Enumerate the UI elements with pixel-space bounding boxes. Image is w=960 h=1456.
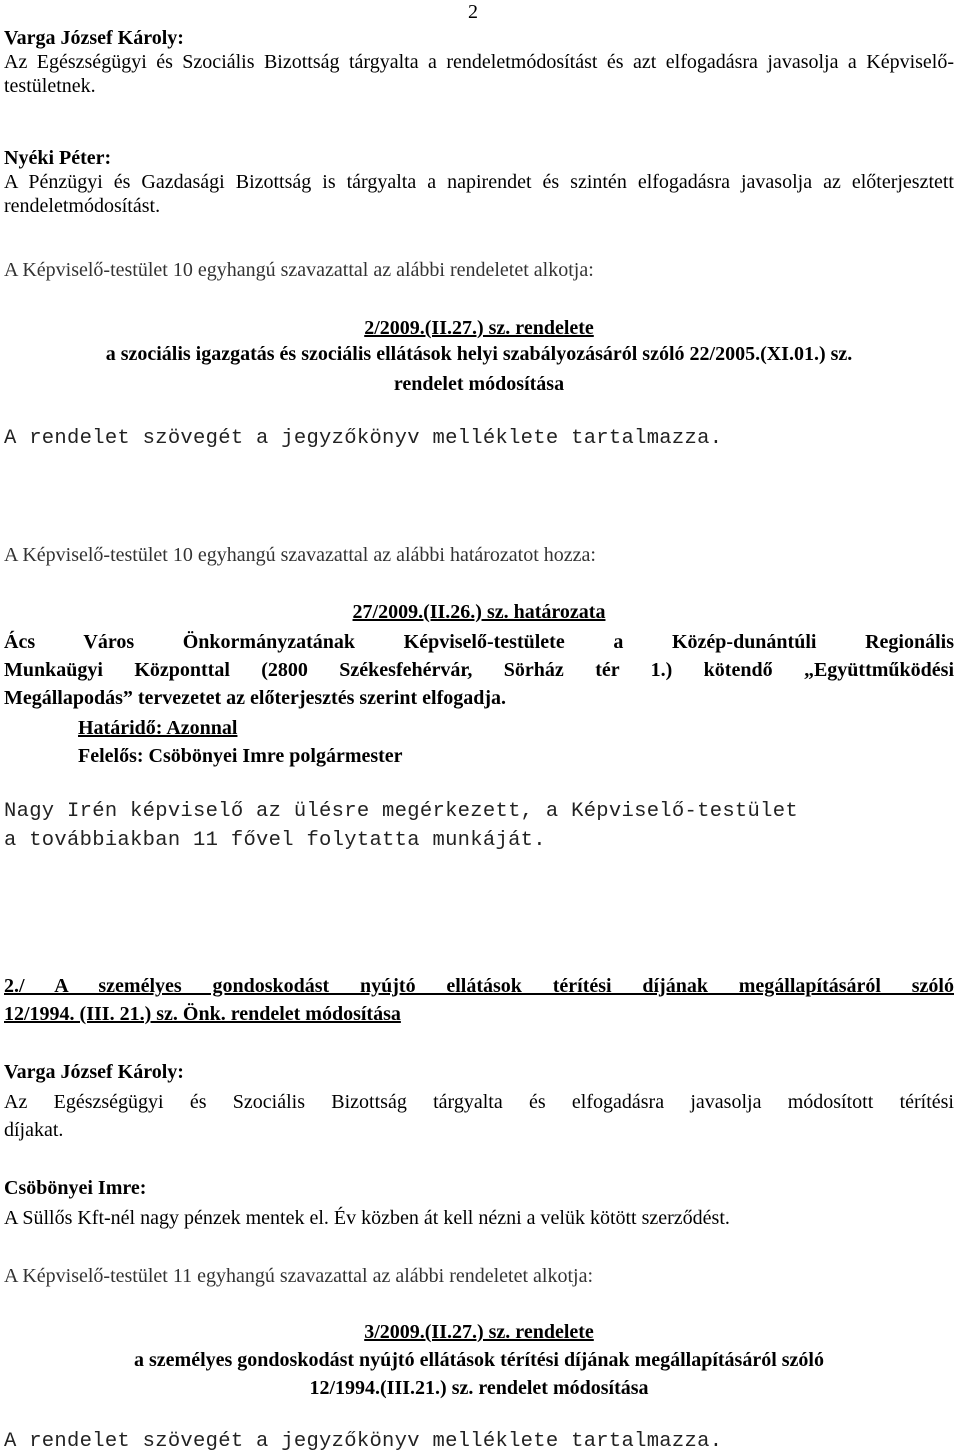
speech-text: A Pénzügyi és Gazdasági Bizottság is tárgyalta a napirendet és szintén elfogadásra javasolja az előterjesztett rendeletmódosítást. xyxy=(4,171,954,217)
decree-number: 3/2009.(II.27.) sz. rendelete xyxy=(364,1321,594,1343)
responsible: Felelős: Csöbönyei Imre polgármester xyxy=(78,745,403,767)
session-note-line: a továbbiakban 11 fővel folytatta munkáját. xyxy=(4,829,546,852)
agenda-item-title: 2./ A személyes gondoskodást nyújtó ellátások térítési díjának megállapításáról szóló xyxy=(4,975,954,997)
agenda-item-title: 12/1994. (III. 21.) sz. Önk. rendelet módosítása xyxy=(4,1003,401,1025)
vote-statement: A Képviselő-testület 11 egyhangú szavazattal az alábbi rendeletet alkotja: xyxy=(4,1265,594,1287)
speaker-name: Varga József Károly: xyxy=(4,1061,184,1083)
deadline-text: Határidő: Azonnal xyxy=(78,717,238,739)
speech-text: Az Egészségügyi és Szociális Bizottság tárgyalta a rendeletmódosítást és azt elfogadásra javasolja a Képviselő-testületnek. xyxy=(4,51,954,97)
resolution-text-line: Ács Város Önkormányzatának Képviselő-testülete a Közép-dunántúli Regionális xyxy=(4,631,954,653)
speech-text: díjakat. xyxy=(4,1119,64,1141)
deadline xyxy=(4,716,954,740)
vote-statement: A Képviselő-testület 10 egyhangú szavazattal az alábbi rendeletet alkotja: xyxy=(4,259,594,281)
speaker-name: Csöbönyei Imre: xyxy=(4,1177,147,1199)
decree-title-line: a személyes gondoskodást nyújtó ellátások térítési díjának megállapításáról szóló xyxy=(134,1349,824,1371)
decree-title-line: rendelet módosítása xyxy=(393,373,565,395)
resolution-text-line: Munkaügyi Központtal (2800 Székesfehérvár, Sörház tér 1.) kötendő „Együttműködési xyxy=(4,659,954,681)
speech-text: A Süllős Kft-nél nagy pénzek mentek el. Év közben át kell nézni a velük kötött szerződést. xyxy=(4,1207,730,1229)
decree-title-line: a szociális igazgatás és szociális ellátások helyi szabályozásáról szóló 22/2005.(XI.01.) sz. xyxy=(105,343,853,365)
speech-text: Az Egészségügyi és Szociális Bizottság tárgyalta és elfogadásra javasolja módosított térítési xyxy=(4,1091,954,1113)
page-number: 2 xyxy=(468,1,478,23)
decree-title-line: 12/1994.(III.21.) sz. rendelet módosítása xyxy=(309,1377,649,1399)
attachment-note: A rendelet szövegét a jegyzőkönyv melléklete tartalmazza. xyxy=(4,1430,723,1453)
attachment-note: A rendelet szövegét a jegyzőkönyv melléklete tartalmazza. xyxy=(4,427,723,450)
session-note-line: Nagy Irén képviselő az ülésre megérkezett, a Képviselő-testület xyxy=(4,800,798,823)
speaker-name: Nyéki Péter: xyxy=(4,147,112,169)
resolution-number: 27/2009.(II.26.) sz. határozata xyxy=(352,601,606,623)
speaker-name: Varga József Károly: xyxy=(4,27,184,49)
vote-statement: A Képviselő-testület 10 egyhangú szavazattal az alábbi határozatot hozza: xyxy=(4,544,596,566)
decree-number: 2/2009.(II.27.) sz. rendelete xyxy=(364,317,594,339)
resolution-text-line: Megállapodás” tervezetet az előterjesztés szerint elfogadja. xyxy=(4,687,507,709)
